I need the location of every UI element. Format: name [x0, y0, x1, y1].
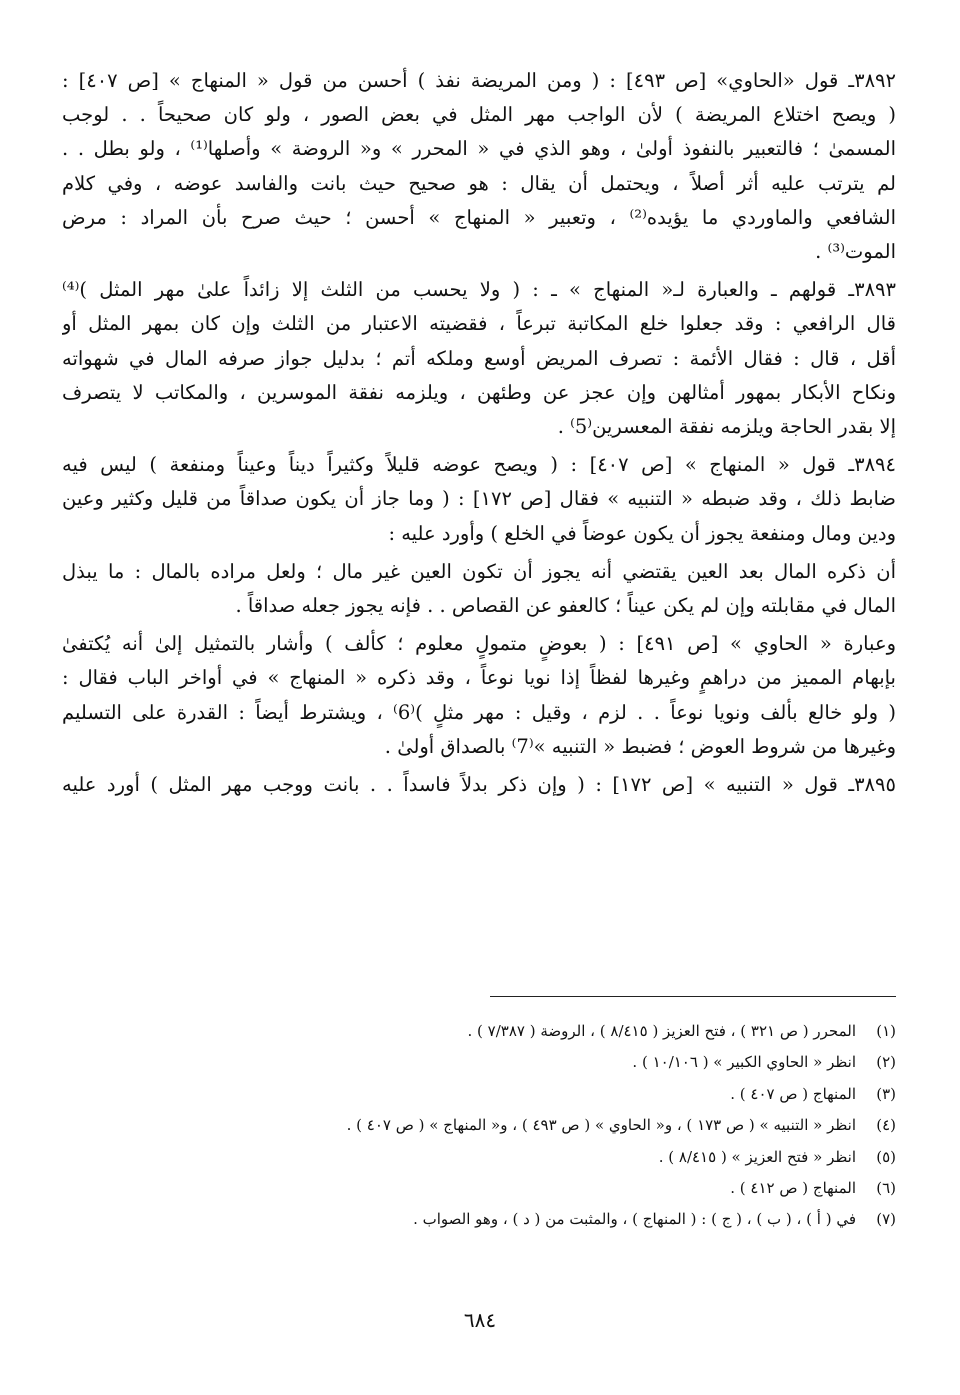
text-line: لم يترتب عليه أثر أصلاً ، ويحتمل أن يقال : هو صحيح حيث بانت والفاسد عوضه ، وفي كلام — [62, 171, 896, 195]
footnote-number: (٥) — [876, 1147, 896, 1166]
footnote-item — [62, 1142, 896, 1173]
footnote-text: انظر « فتح العزيز » ( ٨/٤١٥ ) . — [658, 1147, 856, 1166]
footnote-text: انظر « التنبيه » ( ص ١٧٣ ) ، و« الحاوي » ( ص ٤٩٣ ) ، و« المنهاج » ( ص ٤٠٧ ) . — [346, 1116, 856, 1135]
text-line: ضابط ذلك ، وقد ضبطه « التنبيه » فقال [ص ١٧٢] : ( وما جاز أن يكون صداقاً من قليل وكثير وعين — [62, 487, 896, 511]
footnote-item — [62, 1079, 896, 1110]
paragraph-3892 — [62, 64, 896, 269]
text-line: قال الرافعي : وقد جعلوا خلع المكاتبة تبرعاً ، فقضيته الاعتبار من الثلث وإن كان بمهر المثل أو — [62, 312, 896, 336]
footnote-item — [62, 1110, 896, 1141]
text-line: بإبهام المميز من دراهمٍ وغيرها لفظاً إذا نويا نوعاً ، وقد ذكره « المنهاج » في أواخر الباب فقال : — [62, 666, 896, 690]
paragraph-3895 — [62, 768, 896, 802]
text-line: ٣٨٩٥ـ قول « التنبيه » [ص ١٧٢] : ( وإن ذكر بدلاً فاسداً . . بانت ووجب مهر المثل ) أورد عليه — [62, 773, 896, 797]
text-line: أن ذكره المال بعد العين يقتضي أنه يجوز أن تكون العين غير مال ؛ ولعل مراده بالمال : ما يبذل — [62, 559, 896, 583]
footnote-item — [62, 1204, 896, 1235]
footnote-text: المنهاج ( ص ٤٠٧ ) . — [730, 1084, 856, 1103]
text-line: وغيرها من شروط العوض ؛ فضبط « التنبيه »⁽7⁾ بالصداق أولىٰ . — [384, 734, 896, 758]
text-line: ( ولو خالع بألف ونويا نوعاً . . لزم ، وقيل : مهر مثلٍ )⁽6⁾ ، ويشترط أيضاً : القدرة على التسليم — [62, 700, 896, 724]
text-line: الموت⁽³⁾ . — [815, 240, 896, 264]
footnote-text: المحرر ( ص ٣٢١ ) ، فتح العزيز ( ٨/٤١٥ ) ، الروضة ( ٧/٣٨٧ ) . — [467, 1022, 856, 1040]
paragraph-3893 — [62, 273, 896, 444]
paragraph-3894 — [62, 448, 896, 551]
footnote-number: (٢) — [876, 1053, 896, 1072]
text-line: ٣٨٩٢ـ قول «الحاوي» [ص ٤٩٣] : ( ومن المريضة نفذ ) أحسن من قول « المنهاج » [ص ٤٠٧] : — [62, 69, 896, 92]
text-line: ٣٨٩٤ـ قول « المنهاج » [ص ٤٠٧] : ( ويصح عوضه قليلاً وكثيراً ديناً وعيناً ومنفعة ) ليس فيه — [62, 453, 896, 477]
footnote-number: (١) — [876, 1022, 896, 1040]
footnote-number: (٣) — [876, 1084, 896, 1103]
footnote-item — [62, 1173, 896, 1204]
footnote-text: في ( أ ) ، ( ب ) ، ( ج ) : ( المنهاج ) ، والمثبت من ( د ) ، وهو الصواب . — [413, 1210, 856, 1229]
footnote-divider — [490, 996, 896, 997]
footnotes — [62, 1016, 896, 1236]
footnote-number: (٦) — [876, 1179, 896, 1198]
footnote-item — [62, 1047, 896, 1078]
footnote-number: (٤) — [876, 1116, 896, 1135]
text-line: ودين ومال ومنفعة يجوز أن يكون عوضاً في الخلع ) وأورد عليه : — [388, 521, 896, 545]
text-line: أقل ، قال : فقال الأئمة : تصرف المريض أوسع وملكه أتم ؛ بدليل جواز صرفه المال في شهواته — [62, 346, 896, 370]
footnote-text: انظر « الحاوي الكبير » ( ١٠/١٠٦ ) . — [632, 1053, 856, 1072]
text-line: وعبارة « الحاوي » [ص ٤٩١] : ( بعوضٍ متمولٍ معلوم ؛ كألف ) وأشار بالتمثيل إلىٰ أنه يُكتفىٰ — [62, 632, 896, 656]
text-line: المسمىٰ ؛ فالتعبير بالنفوذ أولىٰ ، وهو الذي في « المحرر » و« الروضة » وأصلها⁽¹⁾ ، ولو بطل . . — [62, 137, 896, 161]
text-line: إلا بقدر الحاجة ويلزمه نفقة المعسرين⁽5⁾ . — [557, 415, 896, 439]
text-line: المال في مقابلته وإن لم يكن عيناً ؛ كالعفو عن القصاص . . فإنه يجوز جعله صداقاً . — [235, 594, 896, 618]
footnote-number: (٧) — [876, 1210, 896, 1229]
text-line: ( ويصح اختلاع المريضة ) لأن الواجب مهر المثل في بعض الصور ، ولو كان صحيحاً . . لوجب — [62, 103, 896, 127]
footnote-text: المنهاج ( ص ٤١٢ ) . — [730, 1179, 856, 1198]
page-number: ٦٨٤ — [463, 1308, 497, 1332]
text-line: الشافعي والماوردي ما يؤيده⁽²⁾ ، وتعبير « المنهاج » أحسن ؛ حيث صرح بأن المراد : مرض — [62, 205, 896, 229]
main-text — [62, 64, 896, 806]
paragraph-hawi — [62, 627, 896, 764]
paragraph-objection — [62, 555, 896, 623]
text-line: ونكاح الأبكار بمهور أمثالهن وإن عجز عن وطئهن ، ويلزمه نفقة الموسرين ، والمكاتب لا يتصرف — [62, 380, 896, 404]
text-line: ٣٨٩٣ـ قولهم ـ والعبارة لـ« المنهاج » ـ : ( ولا يحسب من الثلث إلا زائداً علىٰ مهر المثل )⁽⁴⁾ — [62, 278, 896, 302]
footnote-item — [62, 1016, 896, 1047]
